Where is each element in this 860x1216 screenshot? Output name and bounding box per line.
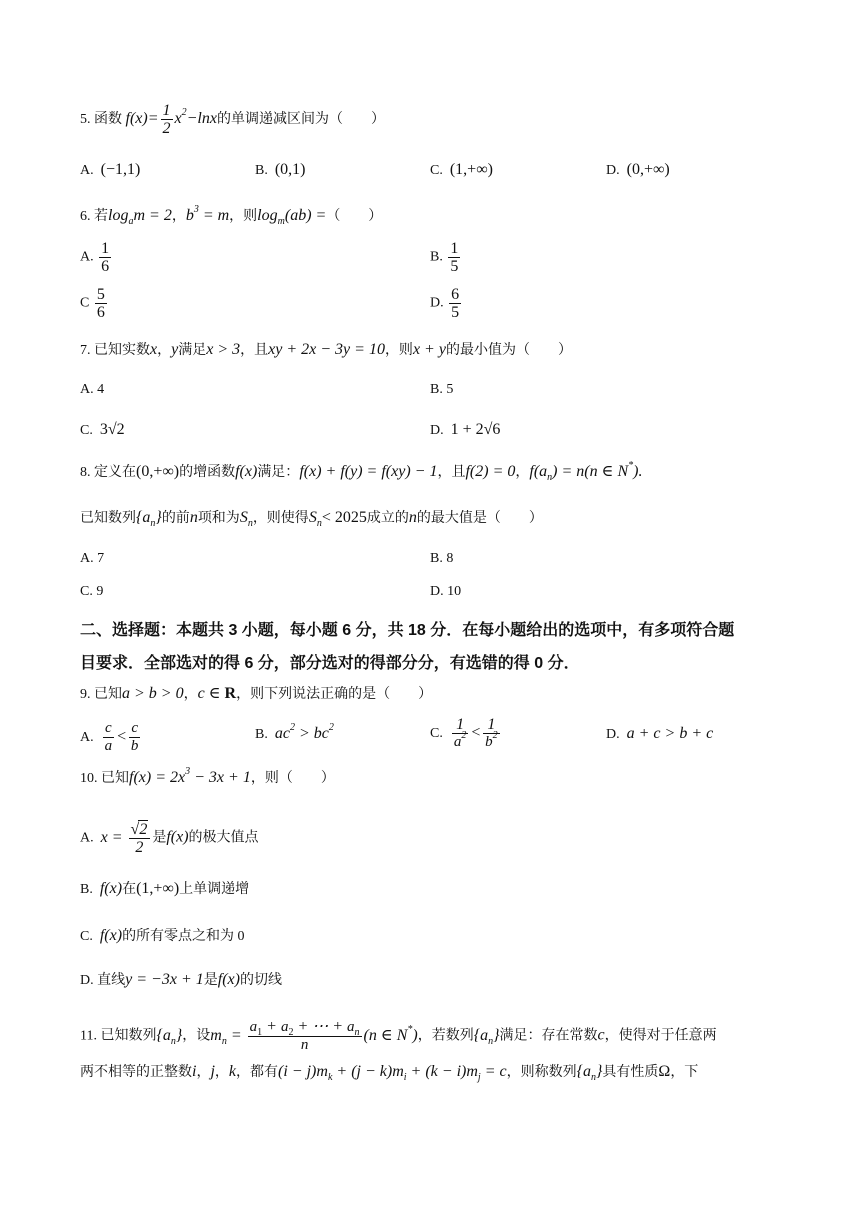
q8-stem-line1: 8. 定义在(0,+∞)的增函数f(x)满足：f(x) + f(y) = f(xy) − 1，且f(2) = 0，$f(a_n) = n(n$ ∈ N*). [80, 460, 643, 483]
q10-stem: 10. 已知$f(x) = 2x^3 - 3x + 1$，则（ ） [80, 766, 335, 786]
q10-option-a: A. x = $\frac{√2}{2}$ 是f(x)的极大值点 [80, 821, 259, 856]
q9-option-a: A. $\frac{c}{a}$ < $\frac{c}{b}$ [80, 720, 139, 754]
q7-stem: 7. 已知实数x，y满足x > 3，且xy + 2x − 3y = 10，则x + y的最小值为（ ） [80, 341, 572, 358]
q8-stem-line2: 已知数列$\{a_n\}$的前n项和为$S_n$，则使得$S_n< 2025$成立的n的最大值是（ ） [80, 509, 543, 529]
q7-option-c: C. 3√2 [80, 421, 125, 438]
q9-option-c: C. $\frac{1}{a^2}$ < $\frac{1}{b^2}$ [430, 716, 498, 750]
q8-option-c: C. 9 [80, 584, 104, 599]
q5-text-pre: 函数 [94, 112, 122, 128]
q10-option-c: C. f(x)的所有零点之和为 0 [80, 927, 245, 944]
q9-stem: 9. 已知a > b > 0，c ∈ R，则下列说法正确的是（ ） [80, 685, 433, 702]
q6-formula-1: $\log_am = 2$ [108, 207, 172, 227]
q5-option-c: C. (1,+∞) [430, 161, 493, 178]
q11-stem-line2: 两不相等的正整数i，j，k，都有$(i - j)m_k + (j - k)m_i + (k - i)m_j = c$，则称数列$\{a_n\}$具有性质Ω，下 [80, 1063, 699, 1083]
section2-heading-line2: 目要求．全部选对的得 6 分，部分选对的得部分分，有选错的得 0 分． [80, 655, 580, 672]
q5-stem [80, 102, 385, 137]
q9-option-d: D. a + c > b + c [606, 725, 714, 742]
q7-option-a: A. 4 [80, 382, 105, 397]
q9-option-b: B. $ac^2 > bc^2$ [255, 722, 334, 742]
q6-formula-2: $b^3 = m$ [185, 204, 230, 224]
section2-heading-line1: 二、选择题：本题共 3 小题，每小题 6 分，共 18 分．在每小题给出的选项中，有多项符合题 [80, 622, 735, 639]
q10-option-b: B. f(x)在(1,+∞)上单调递增 [80, 880, 250, 897]
q5-option-d: D. (0,+∞) [606, 161, 670, 178]
q6-option-c: C $\frac{5}{6}$ [80, 286, 105, 321]
q8-option-a: A. 7 [80, 551, 105, 566]
q6-formula-3: $\log_m(ab)$ = [257, 207, 327, 227]
q6-stem: 6. 若$\log_am = 2$，$b^3 = m$，则$\log_m(ab)$ =（ ） [80, 204, 383, 227]
q8-option-d: D. 10 [430, 584, 462, 599]
q6-option-d: D. $\frac{6}{5}$ [430, 286, 460, 321]
q7-option-b: B. 5 [430, 382, 454, 397]
q5-option-a: A. (−1,1) [80, 161, 141, 178]
q6-option-a: A. $\frac{1}{6}$ [80, 240, 110, 275]
q5-text-post: 的单调递减区间为（ ） [216, 112, 385, 128]
q11-stem-line1: 11. 已知数列$\{a_n\}$，设$m_n$ = $\frac{a_1 + a_2 + \cdots + a_n}{n}$ (n ∈ N*)，若数列$\{a_n\}$满足：存在常数c，使得对于任意两 [80, 1018, 717, 1053]
q10-option-d: D. 直线y = −3x + 1是f(x)的切线 [80, 971, 282, 988]
q5-number: 5. [80, 112, 91, 128]
q8-option-b: B. 8 [430, 551, 454, 566]
q7-option-d: D. 1 + 2√6 [430, 421, 501, 438]
q5-formula: f(x)= $\frac{1}{2}$ $x^2-\ln x$ [125, 102, 217, 137]
q5-option-b: B. (0,1) [255, 161, 306, 178]
q6-option-b: B. $\frac{1}{5}$ [430, 240, 459, 275]
